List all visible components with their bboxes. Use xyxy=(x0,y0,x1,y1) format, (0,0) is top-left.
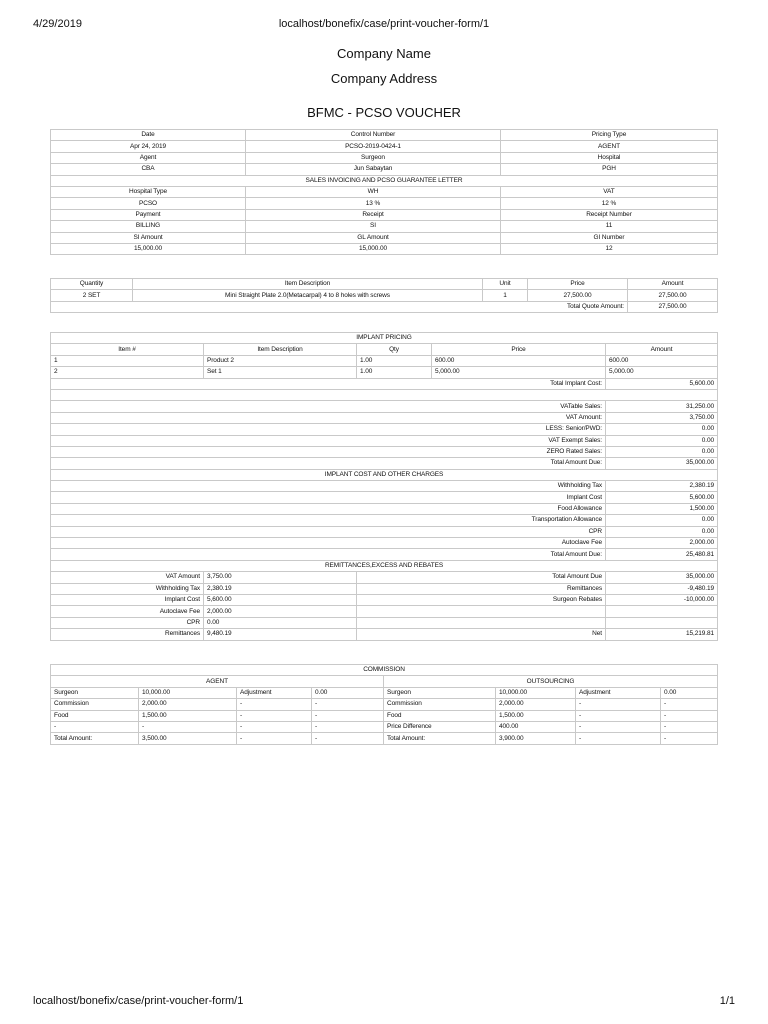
table-row xyxy=(51,721,718,732)
surgeon-value: Jun Sabaytan xyxy=(246,164,501,175)
table-row xyxy=(51,412,718,423)
remit-label: CPR xyxy=(51,617,204,628)
remit-right-value: 15,219.81 xyxy=(606,629,718,640)
table-row xyxy=(51,198,718,209)
charge-label: Withholding Tax xyxy=(51,481,606,492)
hospital-label: Hospital xyxy=(501,152,718,163)
cell: 0.00 xyxy=(661,687,718,698)
vat-row-value: 0.00 xyxy=(606,435,718,446)
charge-label: Food Allowance xyxy=(51,503,606,514)
cell: 2 xyxy=(51,367,204,378)
cell: 0.00 xyxy=(312,687,384,698)
cell: Food xyxy=(384,710,496,721)
cell: 400.00 xyxy=(496,721,576,732)
vat-row-value: 0.00 xyxy=(606,424,718,435)
col-header: Price xyxy=(432,344,606,355)
cell: - xyxy=(237,699,312,710)
table-row xyxy=(51,446,718,457)
table-row xyxy=(51,699,718,710)
cell: - xyxy=(661,710,718,721)
table-row xyxy=(51,232,718,243)
outsourcing-title: OUTSOURCING xyxy=(384,676,718,687)
table-row xyxy=(51,435,718,446)
cell: Total Amount: xyxy=(384,733,496,744)
cell: - xyxy=(139,721,237,732)
control-number-label: Control Number xyxy=(246,130,501,141)
receipt-label: Receipt xyxy=(246,209,501,220)
cell: - xyxy=(576,710,661,721)
table-row xyxy=(51,538,718,549)
table-row xyxy=(51,549,718,560)
table-row xyxy=(51,152,718,163)
cell: 3,900.00 xyxy=(496,733,576,744)
table-row xyxy=(51,344,718,355)
cell: Set 1 xyxy=(204,367,357,378)
cell: - xyxy=(312,733,384,744)
table-row xyxy=(51,401,718,412)
col-header: Quantity xyxy=(51,279,133,290)
table-row xyxy=(51,301,718,312)
remit-value: 2,380.19 xyxy=(204,583,357,594)
table-row xyxy=(51,515,718,526)
vat-row-label: LESS: Senior/PWD: xyxy=(51,424,606,435)
wh-value: 13 % xyxy=(246,198,501,209)
charge-value: 5,600.00 xyxy=(606,492,718,503)
remit-right-label xyxy=(357,617,606,628)
charge-value: 1,500.00 xyxy=(606,503,718,514)
table-row xyxy=(51,710,718,721)
cell: 27,500.00 xyxy=(528,290,628,301)
charge-value: 2,000.00 xyxy=(606,538,718,549)
vat-row-label: VATable Sales: xyxy=(51,401,606,412)
remit-right-label: Surgeon Rebates xyxy=(357,594,606,605)
cell: Commission xyxy=(384,699,496,710)
cell: 1.00 xyxy=(357,367,432,378)
table-row xyxy=(51,594,718,605)
charge-label: CPR xyxy=(51,526,606,537)
cell: 600.00 xyxy=(432,355,606,366)
total-implant-value: 5,600.00 xyxy=(606,378,718,389)
cell: 1,500.00 xyxy=(139,710,237,721)
table-row xyxy=(51,617,718,628)
hospital-value: PGH xyxy=(501,164,718,175)
table-row xyxy=(51,279,718,290)
section-title: SALES INVOICING AND PCSO GUARANTEE LETTER xyxy=(51,175,718,186)
vat-row-label: ZERO Rated Sales: xyxy=(51,446,606,457)
col-header: Item # xyxy=(51,344,204,355)
payment-value: BILLING xyxy=(51,221,246,232)
table-row xyxy=(51,367,718,378)
agent-title: AGENT xyxy=(51,676,384,687)
table-row xyxy=(51,164,718,175)
spacer-row xyxy=(51,389,718,400)
si-amount-label: SI Amount xyxy=(51,232,246,243)
payment-label: Payment xyxy=(51,209,246,220)
vat-row-label: VAT Amount: xyxy=(51,412,606,423)
cell: - xyxy=(237,733,312,744)
table-row xyxy=(51,572,718,583)
remit-label: Withholding Tax xyxy=(51,583,204,594)
cell: Product 2 xyxy=(204,355,357,366)
implant-pricing-table xyxy=(50,332,718,641)
charges-title: IMPLANT COST AND OTHER CHARGES xyxy=(51,469,718,480)
table-row xyxy=(51,665,718,676)
cell: 1 xyxy=(483,290,528,301)
table-row xyxy=(51,333,718,344)
cell: Total Amount: xyxy=(51,733,139,744)
hospital-type-value: PCSO xyxy=(51,198,246,209)
cell: 2,000.00 xyxy=(139,699,237,710)
table-row xyxy=(51,733,718,744)
table-row xyxy=(51,687,718,698)
cell: 5,000.00 xyxy=(606,367,718,378)
remit-label: Autoclave Fee xyxy=(51,606,204,617)
table-row xyxy=(51,243,718,254)
table-row xyxy=(51,469,718,480)
table-row xyxy=(51,141,718,152)
cell: 27,500.00 xyxy=(628,290,718,301)
gl-amount-value: 15,000.00 xyxy=(246,243,501,254)
col-header: Amount xyxy=(606,344,718,355)
vat-row-label: VAT Exempt Sales: xyxy=(51,435,606,446)
wh-label: WH xyxy=(246,186,501,197)
cell: 10,000.00 xyxy=(496,687,576,698)
remit-right-value: -9,480.19 xyxy=(606,583,718,594)
col-header: Unit xyxy=(483,279,528,290)
charge-label: Total Amount Due: xyxy=(51,549,606,560)
remit-value: 9,480.19 xyxy=(204,629,357,640)
gl-amount-label: GL Amount xyxy=(246,232,501,243)
control-number-value: PCSO-2019-0424-1 xyxy=(246,141,501,152)
cell: - xyxy=(576,699,661,710)
charge-label: Implant Cost xyxy=(51,492,606,503)
col-header: Item Description xyxy=(204,344,357,355)
vat-value: 12 % xyxy=(501,198,718,209)
receipt-value: SI xyxy=(246,221,501,232)
agent-value: CBA xyxy=(51,164,246,175)
col-header: Amount xyxy=(628,279,718,290)
cell: - xyxy=(51,721,139,732)
vat-row-value: 3,750.00 xyxy=(606,412,718,423)
table-row xyxy=(51,606,718,617)
table-row xyxy=(51,560,718,571)
remit-right-value xyxy=(606,606,718,617)
total-implant-label: Total Implant Cost: xyxy=(51,378,606,389)
table-row xyxy=(51,492,718,503)
commission-title: COMMISSION xyxy=(51,665,718,676)
remit-value: 5,600.00 xyxy=(204,594,357,605)
cell: 1,500.00 xyxy=(496,710,576,721)
table-row xyxy=(51,175,718,186)
col-header: Qty xyxy=(357,344,432,355)
cell: - xyxy=(661,721,718,732)
remit-label: Implant Cost xyxy=(51,594,204,605)
cell: - xyxy=(661,733,718,744)
cell: - xyxy=(237,710,312,721)
table-row xyxy=(51,481,718,492)
surgeon-label: Surgeon xyxy=(246,152,501,163)
vat-row-label: Total Amount Due: xyxy=(51,458,606,469)
charge-value: 0.00 xyxy=(606,515,718,526)
cell: - xyxy=(576,733,661,744)
cell: 600.00 xyxy=(606,355,718,366)
company-address: Company Address xyxy=(330,71,438,86)
cell: - xyxy=(237,721,312,732)
si-amount-value: 15,000.00 xyxy=(51,243,246,254)
remit-right-value: -10,000.00 xyxy=(606,594,718,605)
agent-label: Agent xyxy=(51,152,246,163)
date-value: Apr 24, 2019 xyxy=(51,141,246,152)
table-row xyxy=(51,503,718,514)
cell: - xyxy=(312,721,384,732)
remit-right-label: Total Amount Due xyxy=(357,572,606,583)
remit-label: VAT Amount xyxy=(51,572,204,583)
implant-pricing-title: IMPLANT PRICING xyxy=(51,333,718,344)
vat-row-value: 31,250.00 xyxy=(606,401,718,412)
vat-label: VAT xyxy=(501,186,718,197)
remit-right-value xyxy=(606,617,718,628)
table-row xyxy=(51,629,718,640)
print-url: localhost/bonefix/case/print-voucher-form/1 xyxy=(278,18,490,30)
remit-right-label: Net xyxy=(357,629,606,640)
cell: Mini Straight Plate 2.0(Metacarpal) 4 to 8 holes with screws xyxy=(133,290,483,301)
cell: Surgeon xyxy=(384,687,496,698)
remit-right-label: Remittances xyxy=(357,583,606,594)
remit-value: 2,000.00 xyxy=(204,606,357,617)
cell: Adjustment xyxy=(237,687,312,698)
cell: Adjustment xyxy=(576,687,661,698)
cell: Commission xyxy=(51,699,139,710)
cell: 10,000.00 xyxy=(139,687,237,698)
charge-value: 25,480.81 xyxy=(606,549,718,560)
gi-number-label: GI Number xyxy=(501,232,718,243)
table-row xyxy=(51,378,718,389)
cell: 1.00 xyxy=(357,355,432,366)
col-header: Item Description xyxy=(133,279,483,290)
table-row xyxy=(51,389,718,400)
charge-label: Transportation Allowance xyxy=(51,515,606,526)
charge-value: 0.00 xyxy=(606,526,718,537)
vat-row-value: 0.00 xyxy=(606,446,718,457)
table-row xyxy=(51,355,718,366)
charge-value: 2,380.19 xyxy=(606,481,718,492)
cell: Price Difference xyxy=(384,721,496,732)
cell: - xyxy=(312,699,384,710)
print-page-number: 1/1 xyxy=(719,995,735,1007)
pricing-type-label: Pricing Type xyxy=(501,130,718,141)
remit-right-label xyxy=(357,606,606,617)
cell: 2,000.00 xyxy=(496,699,576,710)
cell: - xyxy=(576,721,661,732)
charge-label: Autoclave Fee xyxy=(51,538,606,549)
table-row xyxy=(51,130,718,141)
cell: 2 SET xyxy=(51,290,133,301)
total-quote-value: 27,500.00 xyxy=(628,301,718,312)
company-name: Company Name xyxy=(337,46,431,61)
table-row xyxy=(51,209,718,220)
table-row xyxy=(51,221,718,232)
cell: Food xyxy=(51,710,139,721)
table-row xyxy=(51,290,718,301)
cell: 3,500.00 xyxy=(139,733,237,744)
items-table xyxy=(50,278,718,313)
table-row xyxy=(51,676,718,687)
remit-value: 0.00 xyxy=(204,617,357,628)
voucher-title: BFMC - PCSO VOUCHER xyxy=(307,105,461,120)
cell: - xyxy=(661,699,718,710)
voucher-info-table xyxy=(50,129,718,255)
hospital-type-label: Hospital Type xyxy=(51,186,246,197)
table-row xyxy=(51,424,718,435)
table-row xyxy=(51,583,718,594)
table-row xyxy=(51,458,718,469)
table-row xyxy=(51,186,718,197)
remit-value: 3,750.00 xyxy=(204,572,357,583)
gi-number-value: 12 xyxy=(501,243,718,254)
commission-table xyxy=(50,664,718,745)
cell: Surgeon xyxy=(51,687,139,698)
total-quote-label: Total Quote Amount: xyxy=(51,301,628,312)
receipt-number-label: Receipt Number xyxy=(501,209,718,220)
remit-right-value: 35,000.00 xyxy=(606,572,718,583)
date-label: Date xyxy=(51,130,246,141)
cell: 5,000.00 xyxy=(432,367,606,378)
cell: 1 xyxy=(51,355,204,366)
remit-label: Remittances xyxy=(51,629,204,640)
print-footer-url: localhost/bonefix/case/print-voucher-form/1 xyxy=(33,995,244,1007)
print-date: 4/29/2019 xyxy=(33,18,82,30)
cell: - xyxy=(312,710,384,721)
vat-row-value: 35,000.00 xyxy=(606,458,718,469)
table-row xyxy=(51,526,718,537)
col-header: Price xyxy=(528,279,628,290)
receipt-number-value: 11 xyxy=(501,221,718,232)
pricing-type-value: AGENT xyxy=(501,141,718,152)
remittances-title: REMITTANCES,EXCESS AND REBATES xyxy=(51,560,718,571)
